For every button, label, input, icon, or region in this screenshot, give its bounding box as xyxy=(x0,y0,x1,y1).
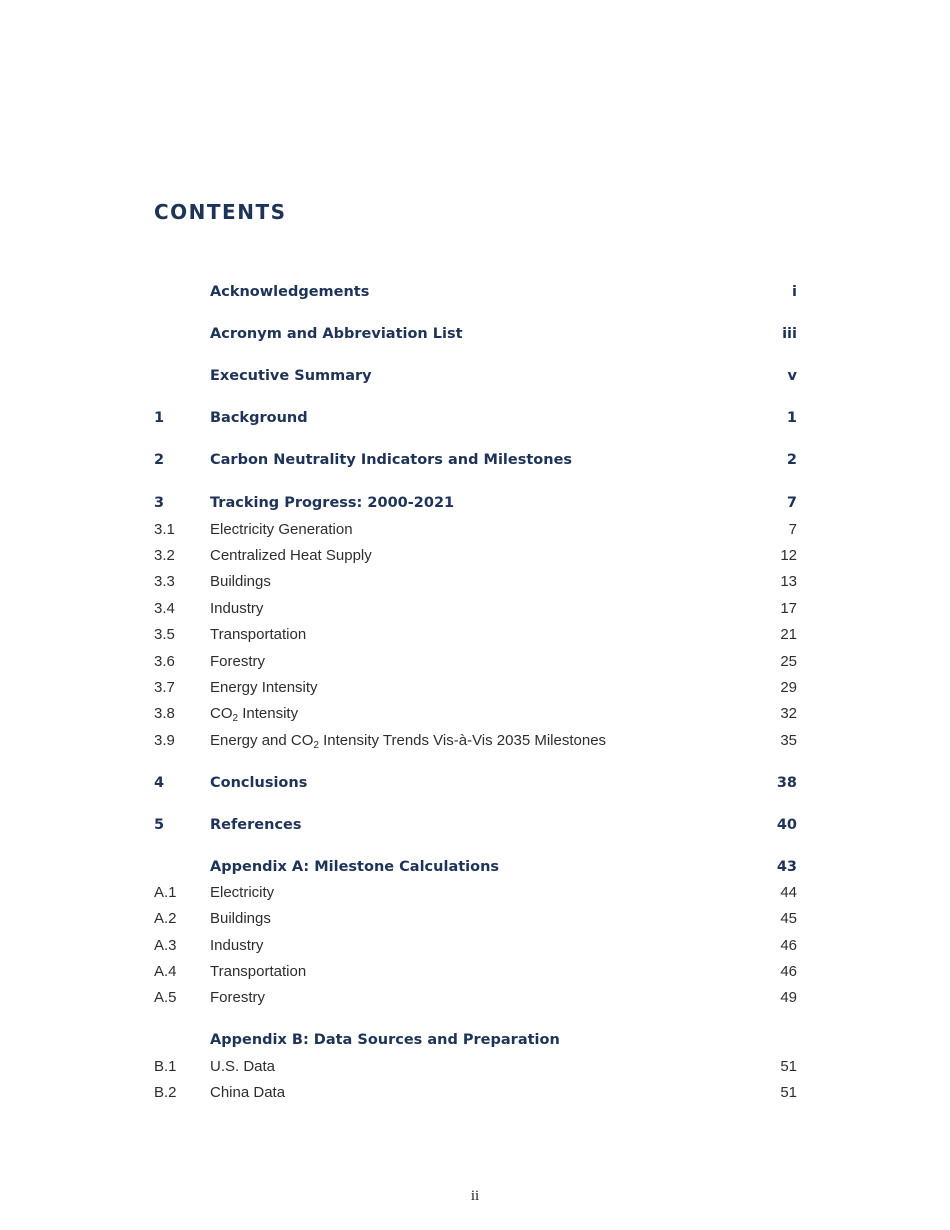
toc-entry-title[interactable]: Transportation xyxy=(210,963,307,980)
toc-entry[interactable] xyxy=(154,814,797,836)
toc-entry-title[interactable]: Acknowledgements xyxy=(210,284,370,300)
toc-entry-page: iii xyxy=(782,326,797,342)
toc-entry-title[interactable]: Carbon Neutrality Indicators and Milestones xyxy=(210,452,573,468)
toc-entry-title[interactable]: Transportation xyxy=(210,626,307,643)
toc-entry-title[interactable]: Buildings xyxy=(210,910,271,927)
toc-entry[interactable] xyxy=(154,492,797,514)
toc-entry[interactable] xyxy=(154,281,797,303)
toc-entry-page: 29 xyxy=(780,679,797,696)
toc-entry-title[interactable]: Acronym and Abbreviation List xyxy=(210,326,463,342)
toc-entry-number: B.1 xyxy=(154,1058,177,1075)
toc-entry-title[interactable]: Appendix B: Data Sources and Preparation xyxy=(210,1032,560,1048)
toc-entry-number: B.2 xyxy=(154,1084,177,1101)
toc-entry-number: 5 xyxy=(154,817,165,833)
toc-entry-page: 46 xyxy=(780,937,797,954)
toc-entry-number: A.4 xyxy=(154,963,177,980)
toc-entry[interactable] xyxy=(154,323,797,345)
toc-entry-page: 45 xyxy=(780,910,797,927)
toc-entry-title[interactable]: Conclusions xyxy=(210,775,308,791)
toc-entry-title[interactable]: Background xyxy=(210,410,308,426)
toc-entry-page: 1 xyxy=(786,410,797,426)
toc-entry-number: 3.3 xyxy=(154,573,175,590)
toc-entry-title[interactable]: Electricity Generation xyxy=(210,521,353,538)
toc-entry-number: A.3 xyxy=(154,937,177,954)
toc-entry-title[interactable] xyxy=(210,703,298,727)
page-number: ii xyxy=(470,1188,480,1204)
toc-entry-page: 12 xyxy=(780,547,797,564)
toc-entry-page: 13 xyxy=(780,573,797,590)
toc-entry[interactable] xyxy=(154,449,797,471)
toc-entry-title[interactable]: Tracking Progress: 2000-2021 xyxy=(210,495,455,511)
toc-entry-page: 51 xyxy=(780,1058,797,1075)
toc-entry[interactable] xyxy=(154,624,797,646)
toc-entry[interactable] xyxy=(154,1056,797,1078)
toc-entry[interactable] xyxy=(154,571,797,593)
toc-entry[interactable] xyxy=(154,598,797,620)
toc-entry-number: 3.7 xyxy=(154,679,175,696)
toc-entry-page: 43 xyxy=(776,859,797,875)
toc-entry-number: 3.4 xyxy=(154,600,175,617)
toc-entry-page: 25 xyxy=(780,653,797,670)
toc-entry-page: 38 xyxy=(776,775,797,791)
subscript: 2 xyxy=(232,713,239,724)
toc-entry[interactable] xyxy=(154,365,797,387)
toc-entry[interactable] xyxy=(154,545,797,567)
toc-entry-page: v xyxy=(787,368,797,384)
toc-entry-number: A.2 xyxy=(154,910,177,927)
toc-entry-page: i xyxy=(792,284,797,300)
toc-entry-title-text: Intensity xyxy=(238,705,299,722)
toc-entry-number: 3.9 xyxy=(154,732,175,749)
toc-entry-title-text: CO xyxy=(210,705,233,722)
toc-entry-page: 32 xyxy=(780,705,797,722)
toc-entry-page: 40 xyxy=(776,817,797,833)
toc-entry-number: 3.5 xyxy=(154,626,175,643)
toc-entry-title[interactable]: Executive Summary xyxy=(210,368,372,384)
toc-entry-title[interactable]: Forestry xyxy=(210,989,266,1006)
toc-entry-title[interactable]: Forestry xyxy=(210,653,266,670)
toc-entry-title-text: Intensity Trends Vis-à-Vis 2035 Milestones xyxy=(318,732,607,749)
toc-entry-page: 7 xyxy=(788,521,797,538)
toc-entry-number: A.1 xyxy=(154,884,177,901)
toc-entry-title[interactable]: Centralized Heat Supply xyxy=(210,547,372,564)
toc-entry-number: 3.2 xyxy=(154,547,175,564)
toc-entry[interactable] xyxy=(154,935,797,957)
toc-entry-title[interactable]: Appendix A: Milestone Calculations xyxy=(210,859,500,875)
toc-entry-number: 3.1 xyxy=(154,521,175,538)
toc-entry[interactable] xyxy=(154,519,797,541)
toc-entry-title[interactable]: Buildings xyxy=(210,573,271,590)
toc-entry-page: 2 xyxy=(786,452,797,468)
toc-entry-page: 35 xyxy=(780,732,797,749)
toc-entry[interactable] xyxy=(154,651,797,673)
toc-entry[interactable] xyxy=(154,882,797,904)
toc-entry-page: 49 xyxy=(780,989,797,1006)
toc-entry-title-text: Energy and CO xyxy=(210,732,314,749)
toc-entry-title[interactable] xyxy=(210,730,606,754)
toc-entry-page: 17 xyxy=(780,600,797,617)
toc-entry-title[interactable]: Electricity xyxy=(210,884,275,901)
toc-entry-title[interactable]: Industry xyxy=(210,937,264,954)
toc-entry-number: 3.6 xyxy=(154,653,175,670)
toc-entry[interactable] xyxy=(154,908,797,930)
toc-entry[interactable] xyxy=(154,730,797,752)
toc-entry-title[interactable]: Industry xyxy=(210,600,264,617)
toc-entry[interactable] xyxy=(154,1082,797,1104)
toc-entry-title[interactable]: Energy Intensity xyxy=(210,679,318,696)
toc-entry[interactable] xyxy=(154,987,797,1009)
toc-entry-number: 2 xyxy=(154,452,165,468)
toc-entry-number: 4 xyxy=(154,775,165,791)
toc-entry-title[interactable]: U.S. Data xyxy=(210,1058,276,1075)
toc-entry-number: 3 xyxy=(154,495,165,511)
toc-entry[interactable] xyxy=(154,772,797,794)
toc-entry-page: 51 xyxy=(780,1084,797,1101)
toc-entry-number: A.5 xyxy=(154,989,177,1006)
toc-entry-title[interactable]: China Data xyxy=(210,1084,286,1101)
subscript: 2 xyxy=(313,740,319,751)
toc-entry[interactable] xyxy=(154,677,797,699)
toc-entry-number: 1 xyxy=(154,410,165,426)
toc-entry-page: 7 xyxy=(786,495,797,511)
toc-entry[interactable] xyxy=(154,1029,797,1051)
toc-entry-title[interactable]: References xyxy=(210,817,302,833)
page-title: CONTENTS xyxy=(154,200,287,224)
toc-entry-page: 21 xyxy=(780,626,797,643)
toc-entry-page: 44 xyxy=(780,884,797,901)
toc-entry-number: 3.8 xyxy=(154,705,175,722)
toc-entry-page: 46 xyxy=(780,963,797,980)
toc-entry[interactable] xyxy=(154,856,797,878)
toc-entry[interactable] xyxy=(154,407,797,429)
toc-entry[interactable] xyxy=(154,703,797,725)
toc-entry[interactable] xyxy=(154,961,797,983)
